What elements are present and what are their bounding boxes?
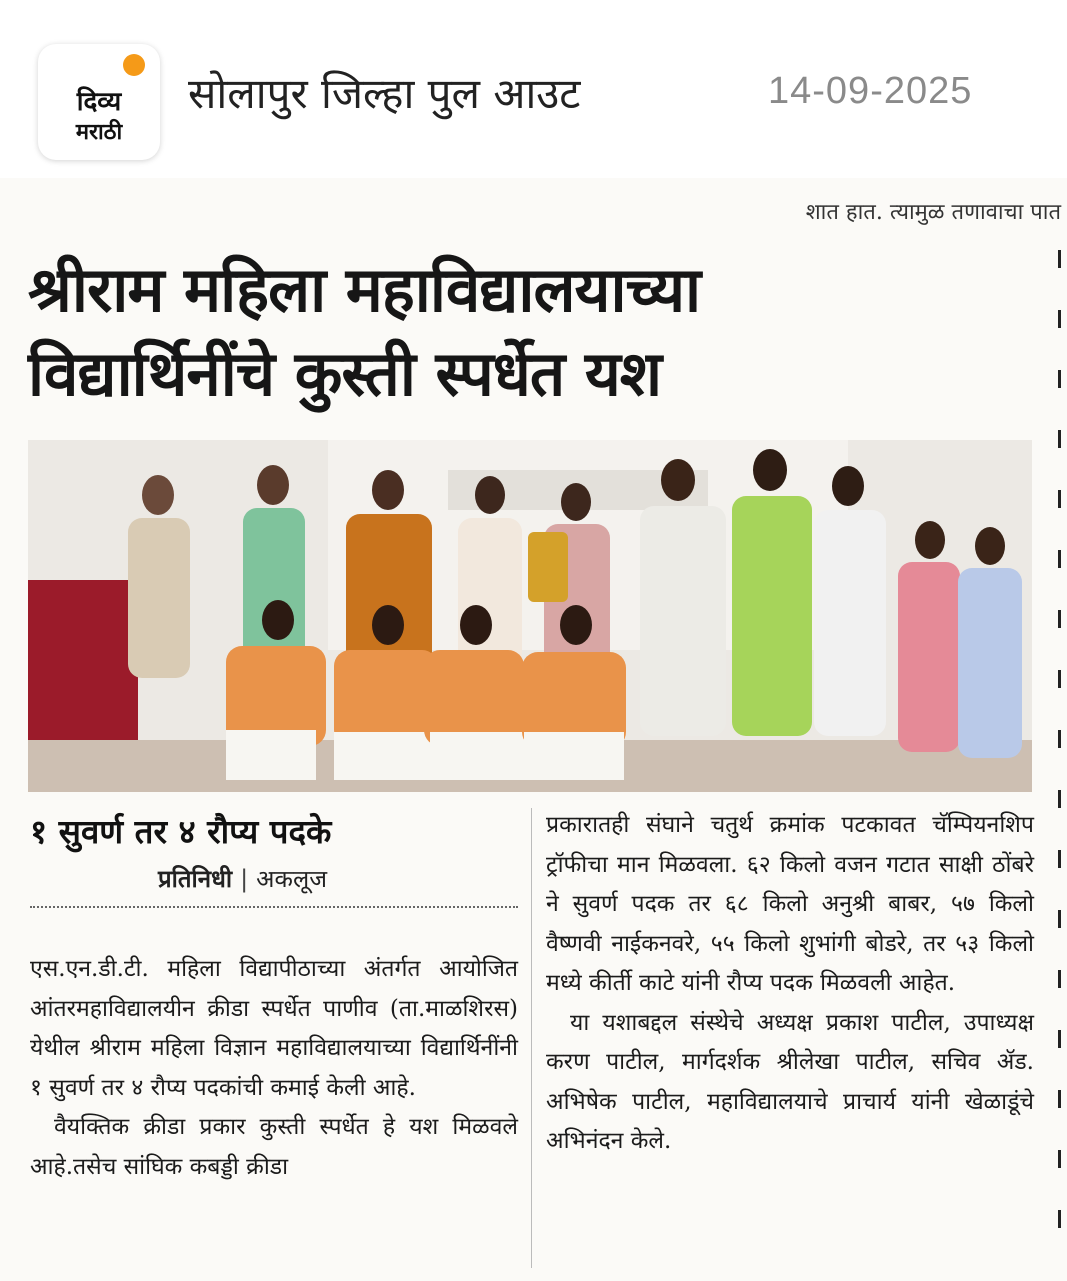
column-divider (531, 808, 532, 1268)
logo-text-line2: मराठी (75, 120, 123, 145)
left-paragraph-2: वैयक्तिक क्रीडा प्रकार कुस्ती स्पर्धेत हे यश मिळवले आहे.तसेच सांघिक कबड्डी क्रीडा (30, 1114, 518, 1180)
byline-author: प्रतिनिधी (158, 865, 233, 893)
app-header (0, 0, 1067, 175)
byline (158, 862, 327, 895)
article-right-column (546, 806, 1034, 1162)
headline-line-1: श्रीराम महिला महाविद्यालयाच्या (28, 253, 701, 326)
right-paragraph-1: प्रकारातही संघाने चतुर्थ क्रमांक पटकावत चॅम्पियनशिप ट्रॉफीचा मान मिळवला. ६२ किलो वजन गटात साक्षी ठोंबरे ने सुवर्ण पदक तर ६८ किलो अनुश्री बाबर, ५७ किलो वैष्णवी नाईकनवरे, ५५ किलो शुभांगी बोडरे, तर ५३ किलो मध्ये कीर्ती काटे यांनी रौप्य पदक मिळवली आहेत. (546, 812, 1034, 996)
logo-text-line1: दिव्य (76, 87, 122, 117)
previous-column-fragment: शात हात. त्यामुळ तणावाचा पात (805, 200, 1061, 225)
news-photo[interactable] (28, 440, 1032, 792)
headline (28, 248, 1038, 416)
article-left-column (30, 950, 518, 1187)
dotted-divider (30, 906, 518, 908)
sun-icon (123, 54, 145, 76)
headline-line-2: विद्यार्थिनींचे कुस्ती स्पर्धेत यश (28, 337, 661, 410)
edition-date: 14-09-2025 (768, 70, 973, 112)
column-rule-right (1058, 250, 1061, 1250)
left-paragraph-1: एस.एन.डी.टी. महिला विद्यापीठाच्या अंतर्गत आयोजित आंतरमहाविद्यालयीन क्रीडा स्पर्धेत पाणीव (ता.माळशिरस) येथील श्रीराम महिला विज्ञान महाविद्यालयाच्या विद्यार्थिनींनी १ सुवर्ण तर ४ रौप्य पदकांची कमाई केली आहे. (30, 956, 518, 1101)
byline-separator: | (240, 865, 249, 893)
group-photo-illustration (28, 440, 1032, 792)
subheadline: १ सुवर्ण तर ४ रौप्य पदके (30, 812, 332, 851)
divya-marathi-logo[interactable] (38, 44, 160, 160)
edition-title: सोलापुर जिल्हा पुल आउट (188, 69, 581, 118)
right-paragraph-2: या यशाबद्दल संस्थेचे अध्यक्ष प्रकाश पाटील, उपाध्यक्ष करण पाटील, मार्गदर्शक श्रीलेखा पाटील, सचिव ॲड. अभिषेक पाटील, महाविद्यालयाचे प्राचार्य यांनी खेळाडूंचे अभिनंदन केले. (546, 1009, 1034, 1154)
byline-place: अकलूज (256, 865, 328, 893)
